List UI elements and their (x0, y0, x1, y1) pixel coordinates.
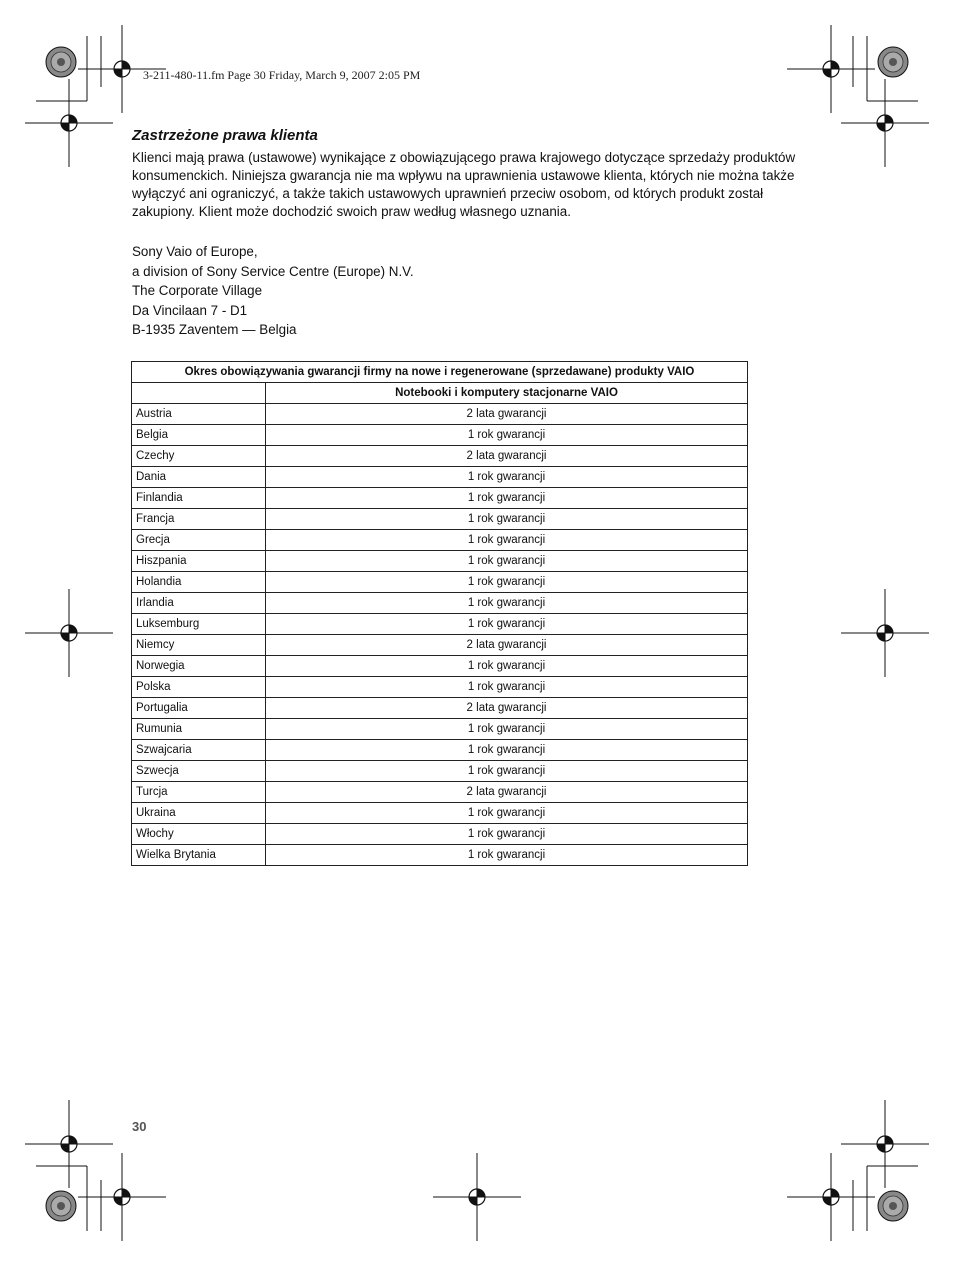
warranty-cell: 1 rok gwarancji (266, 845, 748, 866)
warranty-cell: 1 rok gwarancji (266, 551, 748, 572)
warranty-cell: 1 rok gwarancji (266, 761, 748, 782)
country-cell: Irlandia (132, 593, 266, 614)
registration-mark-icon (25, 79, 113, 167)
page-number: 30 (132, 1119, 147, 1134)
country-cell: Polska (132, 677, 266, 698)
registration-mark-icon (25, 589, 113, 677)
warranty-cell: 1 rok gwarancji (266, 488, 748, 509)
warranty-cell: 2 lata gwarancji (266, 446, 748, 467)
warranty-cell: 1 rok gwarancji (266, 467, 748, 488)
registration-mark-icon (78, 25, 166, 113)
country-cell: Włochy (132, 824, 266, 845)
color-target-icon (46, 47, 76, 77)
address-line: a division of Sony Service Centre (Europe) N.V. (132, 263, 414, 279)
print-header: 3-211-480-11.fm Page 30 Friday, March 9, 2007 2:05 PM (143, 68, 421, 82)
country-cell: Szwecja (132, 761, 266, 782)
registration-mark-icon (25, 1100, 113, 1188)
country-cell: Portugalia (132, 698, 266, 719)
address-line: Da Vincilaan 7 - D1 (132, 302, 248, 318)
warranty-cell: 1 rok gwarancji (266, 677, 748, 698)
table-caption: Okres obowiązywania gwarancji firmy na nowe i regenerowane (sprzedawane) produkty VAIO (132, 362, 748, 383)
intro-paragraph: Klienci mają prawa (ustawowe) wynikające z obowiązującego prawa krajowego dotyczące sprzedaży produktów konsumenckich. Niniejsza gwarancja nie ma wpływu na uprawnienia ustawowe klienta, których nie można także wyłączyć ani ograniczyć, a także takich ustawowych uprawnień przeciw osobom, od których produkt został zakupiony. Klient może dochodzić swoich praw według własnego uznania. (132, 150, 796, 219)
address-line: B-1935 Zaventem — Belgia (132, 322, 297, 338)
country-cell: Grecja (132, 530, 266, 551)
registration-mark-icon (841, 1100, 929, 1188)
country-cell: Niemcy (132, 635, 266, 656)
country-cell: Hiszpania (132, 551, 266, 572)
country-cell: Belgia (132, 425, 266, 446)
country-cell: Norwegia (132, 656, 266, 677)
warranty-cell: 1 rok gwarancji (266, 425, 748, 446)
warranty-cell: 1 rok gwarancji (266, 803, 748, 824)
warranty-cell: 1 rok gwarancji (266, 614, 748, 635)
country-cell: Rumunia (132, 719, 266, 740)
warranty-cell: 1 rok gwarancji (266, 824, 748, 845)
country-cell: Dania (132, 467, 266, 488)
country-cell: Turcja (132, 782, 266, 803)
section-title: Zastrzeżone prawa klienta (132, 127, 318, 144)
registration-mark-icon (787, 25, 875, 113)
registration-mark-icon (841, 589, 929, 677)
country-cell: Francja (132, 509, 266, 530)
country-cell: Holandia (132, 572, 266, 593)
warranty-cell: 1 rok gwarancji (266, 593, 748, 614)
country-cell: Ukraina (132, 803, 266, 824)
country-cell: Austria (132, 404, 266, 425)
warranty-cell: 2 lata gwarancji (266, 404, 748, 425)
color-target-icon (878, 47, 908, 77)
address-line: Sony Vaio of Europe, (132, 244, 258, 259)
warranty-cell: 1 rok gwarancji (266, 740, 748, 761)
color-target-icon (878, 1191, 908, 1221)
country-cell: Szwajcaria (132, 740, 266, 761)
warranty-cell: 1 rok gwarancji (266, 572, 748, 593)
registration-mark-icon (433, 1153, 521, 1241)
warranty-cell: 1 rok gwarancji (266, 509, 748, 530)
warranty-cell: 1 rok gwarancji (266, 530, 748, 551)
registration-mark-icon (787, 1153, 875, 1241)
registration-mark-icon (78, 1153, 166, 1241)
warranty-cell: 2 lata gwarancji (266, 698, 748, 719)
warranty-cell: 2 lata gwarancji (266, 635, 748, 656)
warranty-cell: 2 lata gwarancji (266, 782, 748, 803)
country-cell: Wielka Brytania (132, 845, 266, 866)
country-cell: Luksemburg (132, 614, 266, 635)
color-target-icon (46, 1191, 76, 1221)
warranty-cell: 1 rok gwarancji (266, 656, 748, 677)
registration-mark-icon (841, 79, 929, 167)
column-header: Notebooki i komputery stacjonarne VAIO (266, 383, 748, 404)
country-cell: Finlandia (132, 488, 266, 509)
address-line: The Corporate Village (132, 283, 263, 299)
country-cell: Czechy (132, 446, 266, 467)
warranty-cell: 1 rok gwarancji (266, 719, 748, 740)
